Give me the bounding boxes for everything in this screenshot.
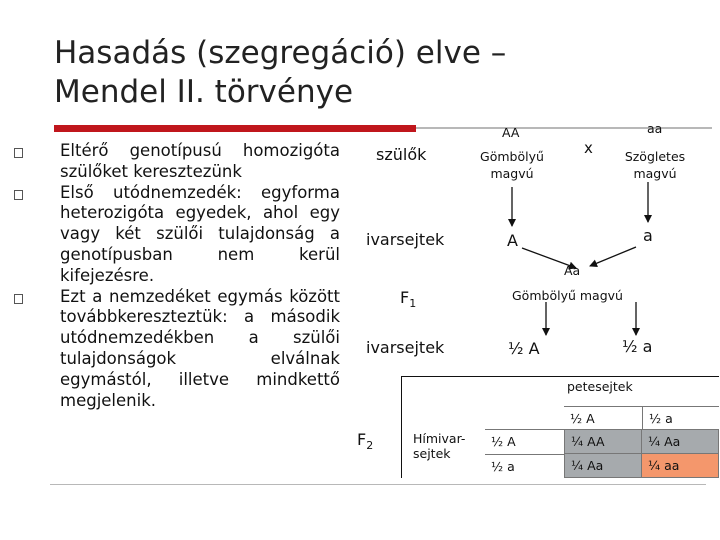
punnett-cell-AA: ¼ AA: [564, 429, 642, 454]
bullet-text: Eltérő genotípusú homozigóta szülőket keresztezünk: [60, 141, 340, 181]
punnett-cell-Aa-1: ¼ Aa: [642, 429, 719, 454]
parent-right-phenotype: Szögletes magvú: [624, 149, 686, 181]
row-label-gametes: ivarsejtek: [366, 230, 445, 249]
cross-symbol: x: [584, 139, 593, 157]
col-header-A: ½ A: [564, 406, 642, 429]
gamete-right: a: [643, 226, 653, 245]
gamete-left: A: [507, 231, 518, 250]
sperm-cells-header: Hímivar- sejtek: [413, 431, 466, 461]
row-label-parents: szülők: [376, 145, 427, 164]
f1-gamete-right: ½ a: [622, 337, 653, 356]
punnett-cell-aa: ¼ aa: [642, 454, 719, 478]
title-line-1: Hasadás (szegregáció) elve –: [54, 35, 507, 71]
f1-genotype: Aa: [564, 263, 581, 278]
punnett-top-border: [401, 376, 719, 377]
col-header-a: ½ a: [642, 406, 719, 429]
bullet-text: Ezt a nemzedéket egymás között továbbkereszteztük: a második utódnemzedékben a szülői tulajdonságok elválnak egymástól, illetve mindkettő megjelenik.: [60, 286, 340, 410]
title-line-2: Mendel II. törvénye: [54, 74, 354, 110]
egg-cells-header: petesejtek: [567, 379, 633, 394]
f1-phenotype: Gömbölyű magvú: [512, 288, 623, 303]
row-label-f2: $F_2$: [357, 430, 374, 453]
punnett-cell-Aa-2: ¼ Aa: [564, 454, 642, 478]
f1-gamete-left: ½ A: [508, 339, 540, 358]
parent-right-genotype: aa: [647, 121, 663, 136]
row-label-gametes-f1: ivarsejtek: [366, 338, 445, 357]
bullet-text: Első utódnemzedék: egyforma heterozigóta egyedek, ahol egy vagy két szülői tulajdonság a genotípusban nem kerül kifejezésre.: [60, 182, 340, 285]
punnett-square: [401, 376, 719, 478]
parent-left-genotype: AA: [502, 125, 520, 140]
arrow-gamete-right: [590, 247, 636, 266]
row-header-A: ½ A: [485, 429, 564, 454]
row-header-a: ½ a: [485, 454, 564, 478]
punnett-left-border: [401, 376, 402, 478]
parent-left-phenotype: Gömbölyű magvú: [480, 149, 544, 181]
row-label-f1: $F_1$: [400, 288, 417, 311]
